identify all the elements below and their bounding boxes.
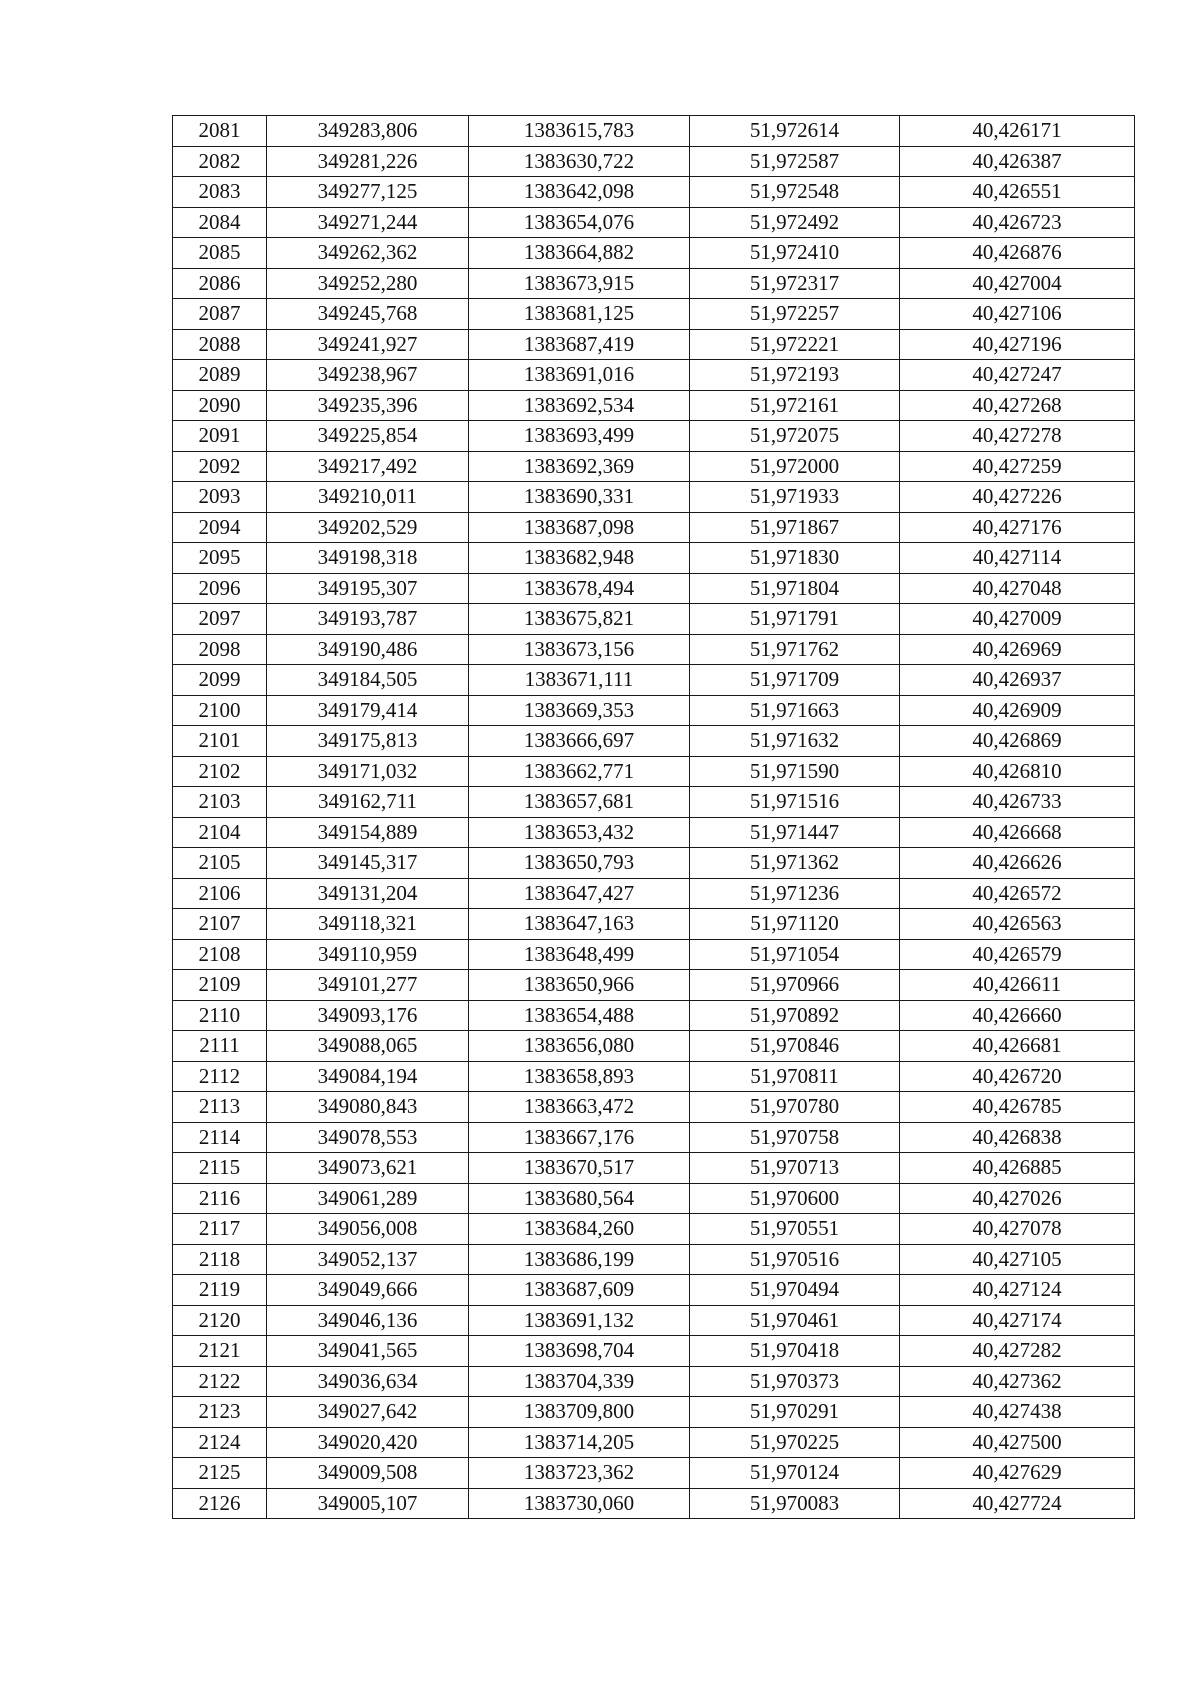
table-row xyxy=(173,1488,1135,1519)
latitude-cell: 51,971632 xyxy=(690,726,900,757)
latitude-cell: 51,972161 xyxy=(690,390,900,421)
x-coordinate-cell: 349093,176 xyxy=(267,1000,469,1031)
y-coordinate-cell: 1383667,176 xyxy=(469,1122,690,1153)
point-number-cell: 2122 xyxy=(173,1366,267,1397)
x-coordinate-cell: 349225,854 xyxy=(267,421,469,452)
latitude-cell: 51,971054 xyxy=(690,939,900,970)
y-coordinate-cell: 1383630,722 xyxy=(469,146,690,177)
longitude-cell: 40,427009 xyxy=(900,604,1135,635)
point-number-cell: 2117 xyxy=(173,1214,267,1245)
point-number-cell: 2082 xyxy=(173,146,267,177)
y-coordinate-cell: 1383615,783 xyxy=(469,116,690,147)
table-row xyxy=(173,1092,1135,1123)
table-row xyxy=(173,1244,1135,1275)
longitude-cell: 40,426563 xyxy=(900,909,1135,940)
latitude-cell: 51,972075 xyxy=(690,421,900,452)
y-coordinate-cell: 1383692,369 xyxy=(469,451,690,482)
longitude-cell: 40,427114 xyxy=(900,543,1135,574)
x-coordinate-cell: 349162,711 xyxy=(267,787,469,818)
longitude-cell: 40,426969 xyxy=(900,634,1135,665)
point-number-cell: 2083 xyxy=(173,177,267,208)
longitude-cell: 40,426681 xyxy=(900,1031,1135,1062)
longitude-cell: 40,427026 xyxy=(900,1183,1135,1214)
longitude-cell: 40,427278 xyxy=(900,421,1135,452)
longitude-cell: 40,427247 xyxy=(900,360,1135,391)
point-number-cell: 2111 xyxy=(173,1031,267,1062)
table-row xyxy=(173,1031,1135,1062)
latitude-cell: 51,972317 xyxy=(690,268,900,299)
table-row xyxy=(173,1214,1135,1245)
point-number-cell: 2086 xyxy=(173,268,267,299)
latitude-cell: 51,972587 xyxy=(690,146,900,177)
latitude-cell: 51,971663 xyxy=(690,695,900,726)
table-row xyxy=(173,1397,1135,1428)
latitude-cell: 51,971120 xyxy=(690,909,900,940)
x-coordinate-cell: 349238,967 xyxy=(267,360,469,391)
longitude-cell: 40,426937 xyxy=(900,665,1135,696)
point-number-cell: 2121 xyxy=(173,1336,267,1367)
longitude-cell: 40,426810 xyxy=(900,756,1135,787)
y-coordinate-cell: 1383691,132 xyxy=(469,1305,690,1336)
point-number-cell: 2096 xyxy=(173,573,267,604)
y-coordinate-cell: 1383675,821 xyxy=(469,604,690,635)
latitude-cell: 51,972193 xyxy=(690,360,900,391)
table-row xyxy=(173,573,1135,604)
longitude-cell: 40,427124 xyxy=(900,1275,1135,1306)
y-coordinate-cell: 1383687,609 xyxy=(469,1275,690,1306)
latitude-cell: 51,970225 xyxy=(690,1427,900,1458)
latitude-cell: 51,970966 xyxy=(690,970,900,1001)
y-coordinate-cell: 1383669,353 xyxy=(469,695,690,726)
longitude-cell: 40,426909 xyxy=(900,695,1135,726)
y-coordinate-cell: 1383653,432 xyxy=(469,817,690,848)
y-coordinate-cell: 1383687,419 xyxy=(469,329,690,360)
table-row xyxy=(173,1183,1135,1214)
table-row xyxy=(173,1000,1135,1031)
y-coordinate-cell: 1383690,331 xyxy=(469,482,690,513)
x-coordinate-cell: 349101,277 xyxy=(267,970,469,1001)
latitude-cell: 51,970892 xyxy=(690,1000,900,1031)
x-coordinate-cell: 349190,486 xyxy=(267,634,469,665)
point-number-cell: 2107 xyxy=(173,909,267,940)
table-row xyxy=(173,878,1135,909)
y-coordinate-cell: 1383656,080 xyxy=(469,1031,690,1062)
latitude-cell: 51,971830 xyxy=(690,543,900,574)
latitude-cell: 51,970846 xyxy=(690,1031,900,1062)
x-coordinate-cell: 349195,307 xyxy=(267,573,469,604)
latitude-cell: 51,971516 xyxy=(690,787,900,818)
table-row xyxy=(173,268,1135,299)
x-coordinate-cell: 349046,136 xyxy=(267,1305,469,1336)
y-coordinate-cell: 1383723,362 xyxy=(469,1458,690,1489)
y-coordinate-cell: 1383666,697 xyxy=(469,726,690,757)
latitude-cell: 51,971236 xyxy=(690,878,900,909)
longitude-cell: 40,427004 xyxy=(900,268,1135,299)
point-number-cell: 2113 xyxy=(173,1092,267,1123)
table-row xyxy=(173,360,1135,391)
longitude-cell: 40,427259 xyxy=(900,451,1135,482)
y-coordinate-cell: 1383670,517 xyxy=(469,1153,690,1184)
x-coordinate-cell: 349078,553 xyxy=(267,1122,469,1153)
latitude-cell: 51,970418 xyxy=(690,1336,900,1367)
latitude-cell: 51,971709 xyxy=(690,665,900,696)
x-coordinate-cell: 349049,666 xyxy=(267,1275,469,1306)
x-coordinate-cell: 349154,889 xyxy=(267,817,469,848)
longitude-cell: 40,426733 xyxy=(900,787,1135,818)
y-coordinate-cell: 1383654,488 xyxy=(469,1000,690,1031)
x-coordinate-cell: 349217,492 xyxy=(267,451,469,482)
latitude-cell: 51,971867 xyxy=(690,512,900,543)
table-row xyxy=(173,970,1135,1001)
table-row xyxy=(173,756,1135,787)
latitude-cell: 51,970811 xyxy=(690,1061,900,1092)
point-number-cell: 2110 xyxy=(173,1000,267,1031)
longitude-cell: 40,427362 xyxy=(900,1366,1135,1397)
latitude-cell: 51,970494 xyxy=(690,1275,900,1306)
longitude-cell: 40,427174 xyxy=(900,1305,1135,1336)
latitude-cell: 51,972614 xyxy=(690,116,900,147)
point-number-cell: 2089 xyxy=(173,360,267,391)
x-coordinate-cell: 349052,137 xyxy=(267,1244,469,1275)
latitude-cell: 51,972000 xyxy=(690,451,900,482)
x-coordinate-cell: 349262,362 xyxy=(267,238,469,269)
table-row xyxy=(173,1427,1135,1458)
table-row xyxy=(173,848,1135,879)
table-row xyxy=(173,116,1135,147)
y-coordinate-cell: 1383684,260 xyxy=(469,1214,690,1245)
latitude-cell: 51,971791 xyxy=(690,604,900,635)
y-coordinate-cell: 1383693,499 xyxy=(469,421,690,452)
table-row xyxy=(173,329,1135,360)
table-row xyxy=(173,1275,1135,1306)
x-coordinate-cell: 349027,642 xyxy=(267,1397,469,1428)
point-number-cell: 2114 xyxy=(173,1122,267,1153)
table-row xyxy=(173,1458,1135,1489)
longitude-cell: 40,427226 xyxy=(900,482,1135,513)
table-row xyxy=(173,146,1135,177)
latitude-cell: 51,971933 xyxy=(690,482,900,513)
table-row xyxy=(173,787,1135,818)
point-number-cell: 2092 xyxy=(173,451,267,482)
x-coordinate-cell: 349281,226 xyxy=(267,146,469,177)
y-coordinate-cell: 1383678,494 xyxy=(469,573,690,604)
longitude-cell: 40,426579 xyxy=(900,939,1135,970)
point-number-cell: 2108 xyxy=(173,939,267,970)
table-row xyxy=(173,451,1135,482)
x-coordinate-cell: 349041,565 xyxy=(267,1336,469,1367)
latitude-cell: 51,972221 xyxy=(690,329,900,360)
y-coordinate-cell: 1383671,111 xyxy=(469,665,690,696)
point-number-cell: 2093 xyxy=(173,482,267,513)
table-row xyxy=(173,421,1135,452)
point-number-cell: 2119 xyxy=(173,1275,267,1306)
point-number-cell: 2091 xyxy=(173,421,267,452)
table-row xyxy=(173,1336,1135,1367)
y-coordinate-cell: 1383673,156 xyxy=(469,634,690,665)
point-number-cell: 2109 xyxy=(173,970,267,1001)
longitude-cell: 40,427500 xyxy=(900,1427,1135,1458)
y-coordinate-cell: 1383673,915 xyxy=(469,268,690,299)
longitude-cell: 40,426720 xyxy=(900,1061,1135,1092)
x-coordinate-cell: 349084,194 xyxy=(267,1061,469,1092)
table-row xyxy=(173,1153,1135,1184)
x-coordinate-cell: 349118,321 xyxy=(267,909,469,940)
point-number-cell: 2090 xyxy=(173,390,267,421)
point-number-cell: 2124 xyxy=(173,1427,267,1458)
latitude-cell: 51,970780 xyxy=(690,1092,900,1123)
table-row xyxy=(173,1061,1135,1092)
y-coordinate-cell: 1383662,771 xyxy=(469,756,690,787)
longitude-cell: 40,426668 xyxy=(900,817,1135,848)
coordinates-table-body xyxy=(173,116,1135,1519)
longitude-cell: 40,426387 xyxy=(900,146,1135,177)
table-row xyxy=(173,604,1135,635)
y-coordinate-cell: 1383730,060 xyxy=(469,1488,690,1519)
point-number-cell: 2081 xyxy=(173,116,267,147)
x-coordinate-cell: 349202,529 xyxy=(267,512,469,543)
x-coordinate-cell: 349193,787 xyxy=(267,604,469,635)
x-coordinate-cell: 349080,843 xyxy=(267,1092,469,1123)
longitude-cell: 40,427078 xyxy=(900,1214,1135,1245)
table-row xyxy=(173,512,1135,543)
y-coordinate-cell: 1383650,793 xyxy=(469,848,690,879)
latitude-cell: 51,970124 xyxy=(690,1458,900,1489)
x-coordinate-cell: 349235,396 xyxy=(267,390,469,421)
y-coordinate-cell: 1383686,199 xyxy=(469,1244,690,1275)
x-coordinate-cell: 349241,927 xyxy=(267,329,469,360)
point-number-cell: 2094 xyxy=(173,512,267,543)
x-coordinate-cell: 349020,420 xyxy=(267,1427,469,1458)
longitude-cell: 40,427724 xyxy=(900,1488,1135,1519)
longitude-cell: 40,427438 xyxy=(900,1397,1135,1428)
latitude-cell: 51,972257 xyxy=(690,299,900,330)
point-number-cell: 2085 xyxy=(173,238,267,269)
table-row xyxy=(173,482,1135,513)
longitude-cell: 40,427268 xyxy=(900,390,1135,421)
latitude-cell: 51,971362 xyxy=(690,848,900,879)
longitude-cell: 40,426572 xyxy=(900,878,1135,909)
latitude-cell: 51,972410 xyxy=(690,238,900,269)
table-row xyxy=(173,909,1135,940)
longitude-cell: 40,426171 xyxy=(900,116,1135,147)
longitude-cell: 40,426611 xyxy=(900,970,1135,1001)
latitude-cell: 51,970373 xyxy=(690,1366,900,1397)
x-coordinate-cell: 349009,508 xyxy=(267,1458,469,1489)
y-coordinate-cell: 1383698,704 xyxy=(469,1336,690,1367)
latitude-cell: 51,970291 xyxy=(690,1397,900,1428)
longitude-cell: 40,426876 xyxy=(900,238,1135,269)
x-coordinate-cell: 349036,634 xyxy=(267,1366,469,1397)
x-coordinate-cell: 349184,505 xyxy=(267,665,469,696)
point-number-cell: 2123 xyxy=(173,1397,267,1428)
x-coordinate-cell: 349175,813 xyxy=(267,726,469,757)
point-number-cell: 2084 xyxy=(173,207,267,238)
latitude-cell: 51,970461 xyxy=(690,1305,900,1336)
point-number-cell: 2112 xyxy=(173,1061,267,1092)
table-row xyxy=(173,817,1135,848)
table-row xyxy=(173,939,1135,970)
table-row xyxy=(173,634,1135,665)
y-coordinate-cell: 1383682,948 xyxy=(469,543,690,574)
coordinates-table xyxy=(172,115,1135,1519)
x-coordinate-cell: 349210,011 xyxy=(267,482,469,513)
point-number-cell: 2097 xyxy=(173,604,267,635)
longitude-cell: 40,426660 xyxy=(900,1000,1135,1031)
latitude-cell: 51,970516 xyxy=(690,1244,900,1275)
y-coordinate-cell: 1383709,800 xyxy=(469,1397,690,1428)
longitude-cell: 40,426723 xyxy=(900,207,1135,238)
point-number-cell: 2103 xyxy=(173,787,267,818)
latitude-cell: 51,970083 xyxy=(690,1488,900,1519)
point-number-cell: 2101 xyxy=(173,726,267,757)
point-number-cell: 2095 xyxy=(173,543,267,574)
latitude-cell: 51,971447 xyxy=(690,817,900,848)
table-row xyxy=(173,238,1135,269)
x-coordinate-cell: 349171,032 xyxy=(267,756,469,787)
x-coordinate-cell: 349088,065 xyxy=(267,1031,469,1062)
longitude-cell: 40,427176 xyxy=(900,512,1135,543)
table-row xyxy=(173,1366,1135,1397)
y-coordinate-cell: 1383704,339 xyxy=(469,1366,690,1397)
latitude-cell: 51,970600 xyxy=(690,1183,900,1214)
table-row xyxy=(173,1122,1135,1153)
longitude-cell: 40,427196 xyxy=(900,329,1135,360)
x-coordinate-cell: 349271,244 xyxy=(267,207,469,238)
table-row xyxy=(173,695,1135,726)
longitude-cell: 40,427106 xyxy=(900,299,1135,330)
x-coordinate-cell: 349110,959 xyxy=(267,939,469,970)
longitude-cell: 40,426785 xyxy=(900,1092,1135,1123)
point-number-cell: 2104 xyxy=(173,817,267,848)
x-coordinate-cell: 349061,289 xyxy=(267,1183,469,1214)
point-number-cell: 2088 xyxy=(173,329,267,360)
x-coordinate-cell: 349145,317 xyxy=(267,848,469,879)
y-coordinate-cell: 1383654,076 xyxy=(469,207,690,238)
latitude-cell: 51,971762 xyxy=(690,634,900,665)
y-coordinate-cell: 1383714,205 xyxy=(469,1427,690,1458)
x-coordinate-cell: 349131,204 xyxy=(267,878,469,909)
longitude-cell: 40,426885 xyxy=(900,1153,1135,1184)
y-coordinate-cell: 1383648,499 xyxy=(469,939,690,970)
x-coordinate-cell: 349277,125 xyxy=(267,177,469,208)
point-number-cell: 2098 xyxy=(173,634,267,665)
point-number-cell: 2087 xyxy=(173,299,267,330)
longitude-cell: 40,427105 xyxy=(900,1244,1135,1275)
y-coordinate-cell: 1383692,534 xyxy=(469,390,690,421)
latitude-cell: 51,972548 xyxy=(690,177,900,208)
table-row xyxy=(173,543,1135,574)
point-number-cell: 2115 xyxy=(173,1153,267,1184)
table-row xyxy=(173,665,1135,696)
longitude-cell: 40,427048 xyxy=(900,573,1135,604)
y-coordinate-cell: 1383650,966 xyxy=(469,970,690,1001)
y-coordinate-cell: 1383681,125 xyxy=(469,299,690,330)
y-coordinate-cell: 1383687,098 xyxy=(469,512,690,543)
point-number-cell: 2126 xyxy=(173,1488,267,1519)
point-number-cell: 2118 xyxy=(173,1244,267,1275)
longitude-cell: 40,426869 xyxy=(900,726,1135,757)
x-coordinate-cell: 349252,280 xyxy=(267,268,469,299)
latitude-cell: 51,972492 xyxy=(690,207,900,238)
latitude-cell: 51,971590 xyxy=(690,756,900,787)
y-coordinate-cell: 1383680,564 xyxy=(469,1183,690,1214)
x-coordinate-cell: 349283,806 xyxy=(267,116,469,147)
y-coordinate-cell: 1383664,882 xyxy=(469,238,690,269)
point-number-cell: 2116 xyxy=(173,1183,267,1214)
table-row xyxy=(173,390,1135,421)
latitude-cell: 51,970551 xyxy=(690,1214,900,1245)
longitude-cell: 40,427629 xyxy=(900,1458,1135,1489)
y-coordinate-cell: 1383642,098 xyxy=(469,177,690,208)
x-coordinate-cell: 349005,107 xyxy=(267,1488,469,1519)
y-coordinate-cell: 1383691,016 xyxy=(469,360,690,391)
table-row xyxy=(173,299,1135,330)
x-coordinate-cell: 349179,414 xyxy=(267,695,469,726)
point-number-cell: 2099 xyxy=(173,665,267,696)
latitude-cell: 51,970758 xyxy=(690,1122,900,1153)
y-coordinate-cell: 1383647,427 xyxy=(469,878,690,909)
longitude-cell: 40,426838 xyxy=(900,1122,1135,1153)
longitude-cell: 40,427282 xyxy=(900,1336,1135,1367)
x-coordinate-cell: 349073,621 xyxy=(267,1153,469,1184)
latitude-cell: 51,970713 xyxy=(690,1153,900,1184)
y-coordinate-cell: 1383658,893 xyxy=(469,1061,690,1092)
point-number-cell: 2100 xyxy=(173,695,267,726)
y-coordinate-cell: 1383657,681 xyxy=(469,787,690,818)
x-coordinate-cell: 349056,008 xyxy=(267,1214,469,1245)
point-number-cell: 2106 xyxy=(173,878,267,909)
longitude-cell: 40,426626 xyxy=(900,848,1135,879)
table-row xyxy=(173,1305,1135,1336)
table-row xyxy=(173,207,1135,238)
point-number-cell: 2105 xyxy=(173,848,267,879)
longitude-cell: 40,426551 xyxy=(900,177,1135,208)
point-number-cell: 2125 xyxy=(173,1458,267,1489)
x-coordinate-cell: 349198,318 xyxy=(267,543,469,574)
x-coordinate-cell: 349245,768 xyxy=(267,299,469,330)
table-row xyxy=(173,177,1135,208)
latitude-cell: 51,971804 xyxy=(690,573,900,604)
y-coordinate-cell: 1383663,472 xyxy=(469,1092,690,1123)
point-number-cell: 2102 xyxy=(173,756,267,787)
table-row xyxy=(173,726,1135,757)
y-coordinate-cell: 1383647,163 xyxy=(469,909,690,940)
point-number-cell: 2120 xyxy=(173,1305,267,1336)
